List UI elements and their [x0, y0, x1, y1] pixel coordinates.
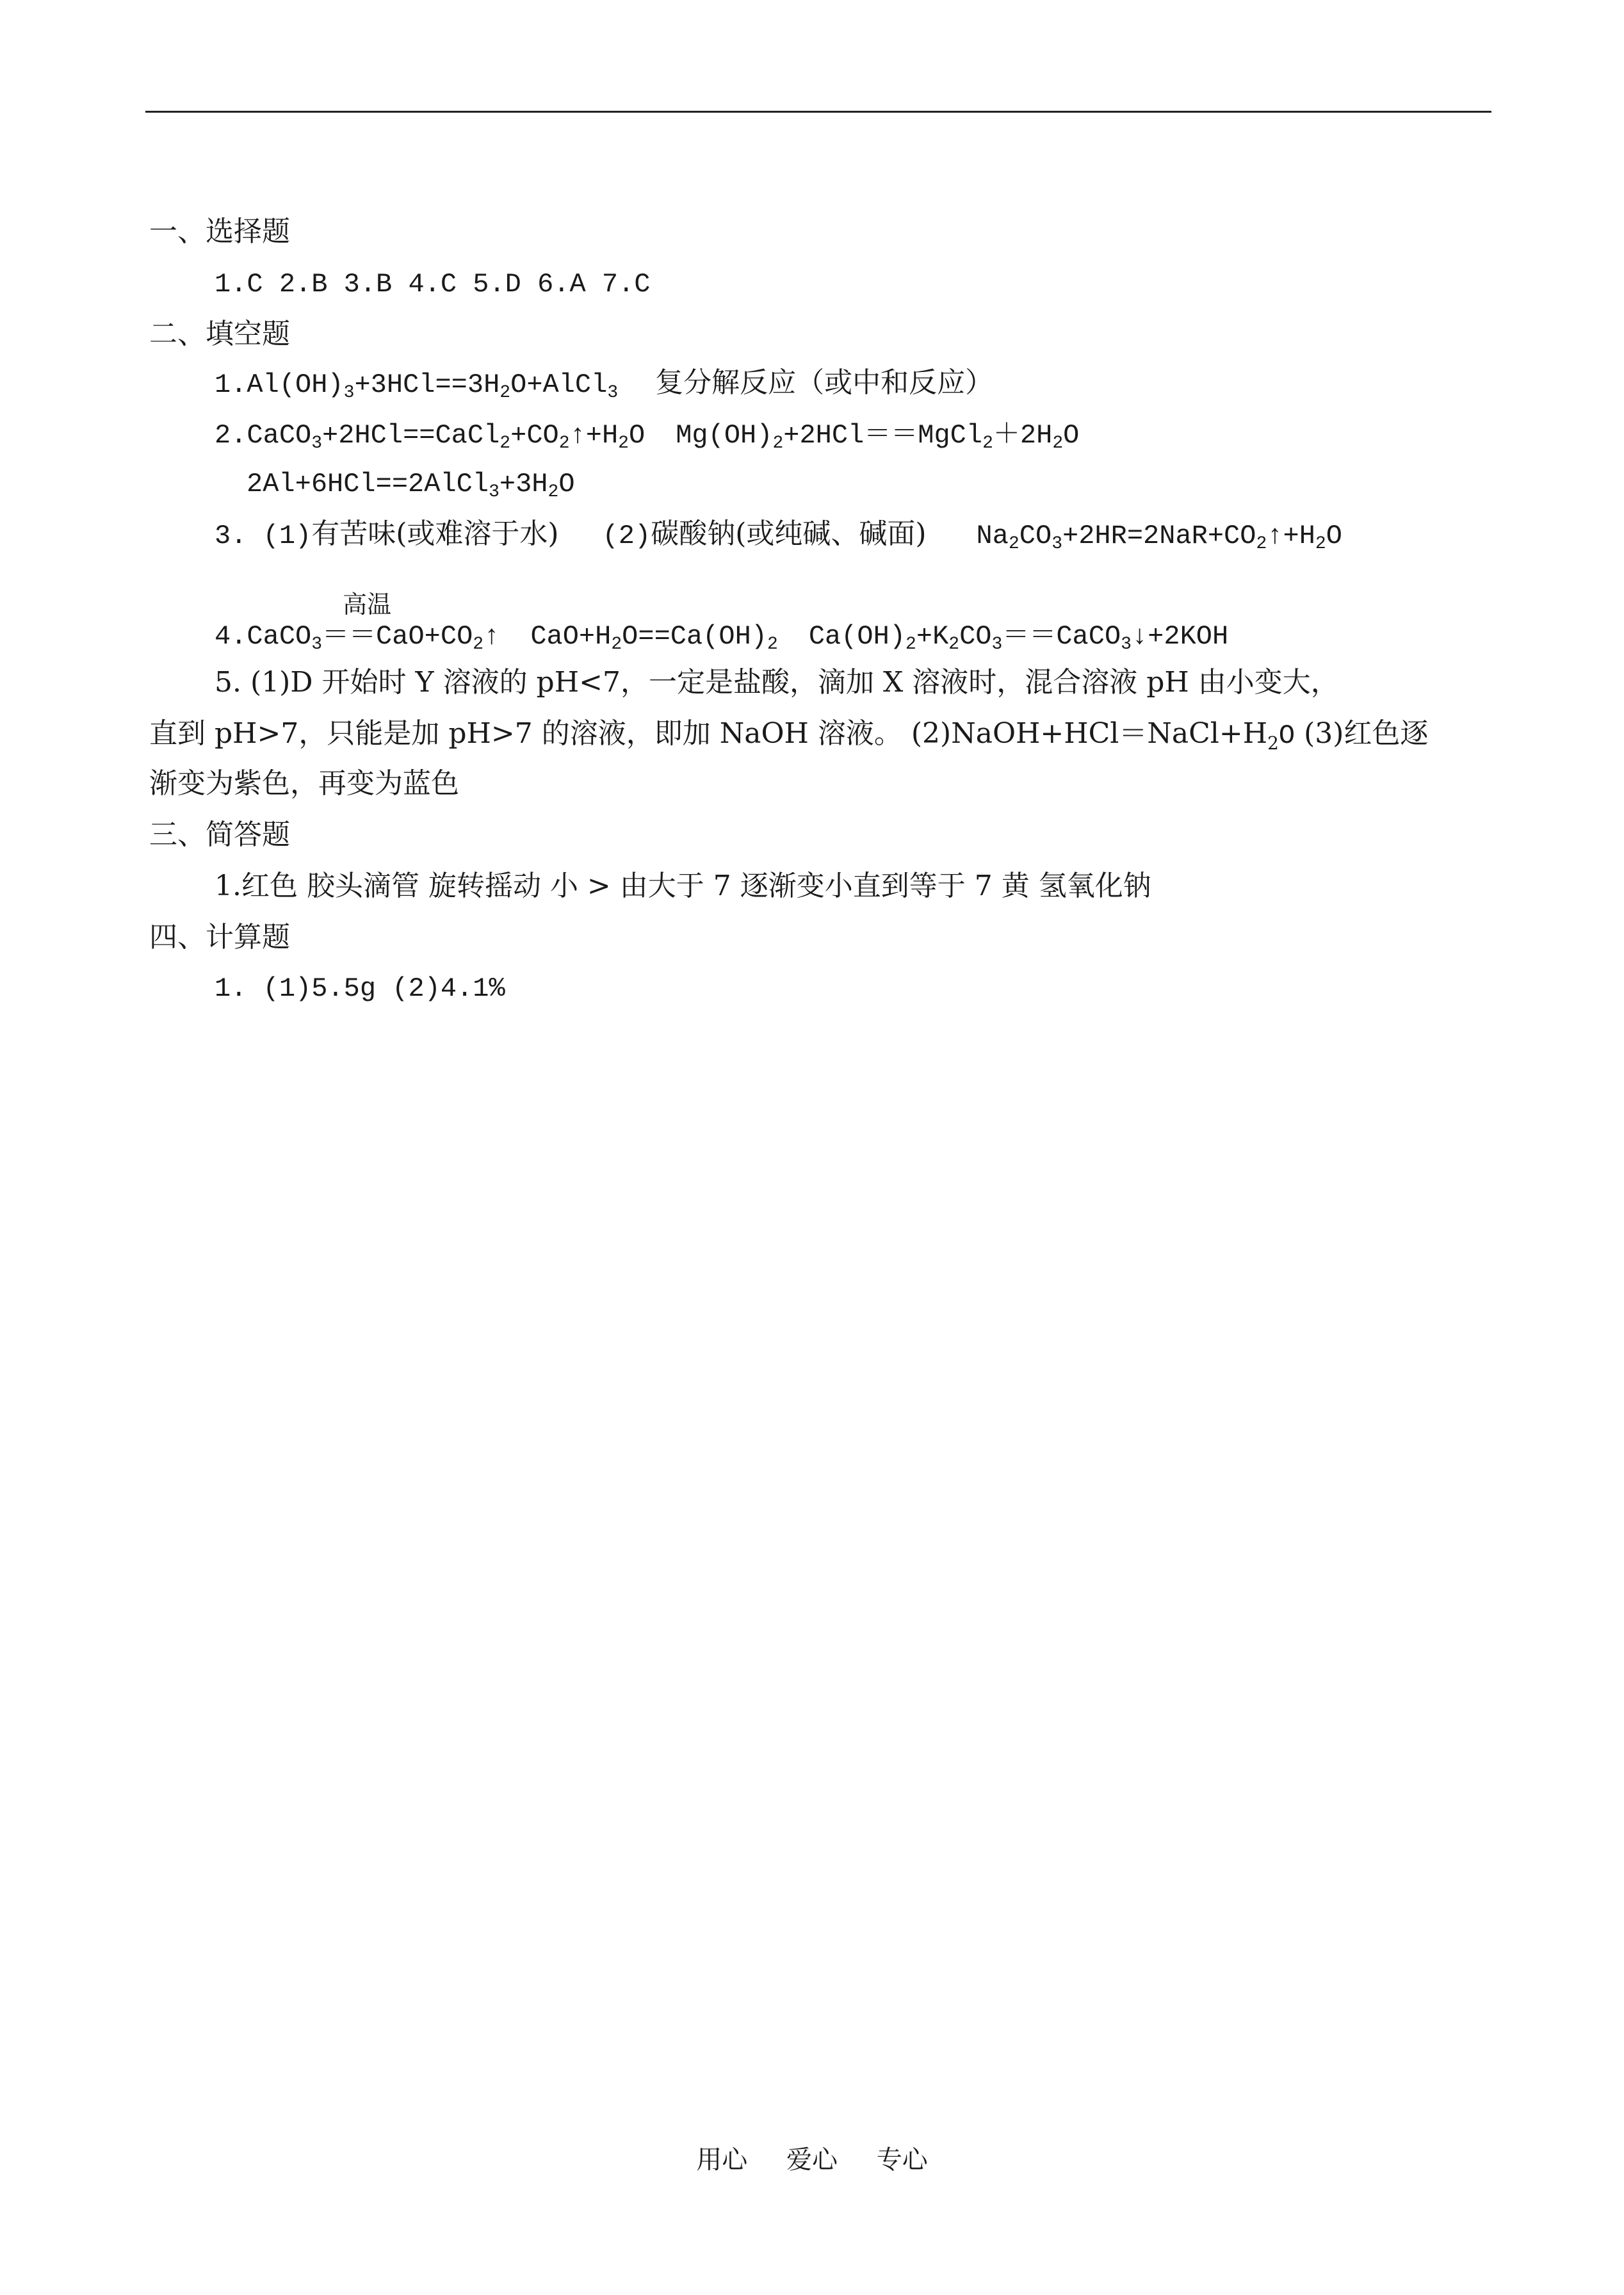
fill-1-reaction-type: 复分解反应（或中和反应） [655, 366, 994, 399]
fill-3-equation: $Na_2CO_3+2HR=2NaR+CO_2↑+H_2O$ [976, 521, 1342, 554]
calc-answers: 1. (1)5.5g (2)4.1% [215, 973, 505, 1004]
section-heading-choice: 一、选择题 [149, 215, 290, 248]
section-heading-short: 三、简答题 [149, 818, 290, 851]
short-answers: 1.红色 胶头滴管 旋转摇动 小 > 由大于 7 逐渐变小直到等于 7 黄 氢氧化钠 [215, 870, 1151, 902]
fill-3-part2: 碳酸钠(或纯碱、碱面) [651, 517, 927, 550]
fill-answer-5-line2: 直到 pH>7，只能是加 pH>7 的溶液，即加 NaOH 溶液。 $(2)NaOH+HCl=NaCl+H_2O$ (3)红色逐 [149, 717, 1429, 754]
fill-1-equation: $1.Al(OH)_3+3HCl==3H_2O+AlCl_3$ [215, 369, 619, 403]
fill-answer-2-cont: $2Al+6HCl==2AlCl_3+3H_2O$ [247, 469, 575, 502]
fill-answer-5-line1: 5. (1)D 开始时 Y 溶液的 pH<7，一定是盐酸，滴加 X 溶液时，混合溶液 pH 由小变大， [215, 666, 1339, 699]
choice-answers: 1.C 2.B 3.B 4.C 5.D 6.A 7.C [215, 269, 651, 300]
fill-answer-4: $4.CaCO_3==CaO+CO_2↑$ $CaO+H_2O==Ca(OH)_2$ $Ca(OH)_2+K_2CO_3==CaCO_3↓+2KOH$ [215, 621, 1229, 654]
section-heading-calc: 四、计算题 [149, 921, 290, 953]
fill-answer-1 [215, 365, 993, 403]
fill-answer-2: $2.CaCO_3+2HCl==CaCl_2+CO_2↑+H_2O$ $Mg(OH)_2+2HCl==MgCl_2+2H_2O$ [215, 420, 1080, 453]
page-footer [0, 2144, 1624, 2176]
footer-text-left: 用心 [696, 2145, 748, 2175]
header-rule [145, 111, 1491, 113]
fill-5-line2-main: 直到 pH>7，只能是加 pH>7 的溶液，即加 NaOH 溶液。 (2)NaOH+HCl＝NaCl+H [149, 717, 1268, 750]
fill-4-condition: 高温 [343, 590, 392, 619]
fill-5-line2-tail: (3)红色逐 [1295, 717, 1429, 750]
footer-text-middle: 爱心 [786, 2145, 838, 2175]
section-heading-fill: 二、填空题 [149, 318, 290, 350]
fill-3-part1: 有苦味(或难溶于水) [311, 517, 559, 550]
fill-answer-3: 3. (1)有苦味(或难溶于水) (2)碳酸钠(或纯碱、碱面) $Na_2CO_3+2HR=2NaR+CO_2↑+H_2O$ [215, 517, 1342, 554]
fill-answer-5-line3: 渐变为紫色，再变为蓝色 [149, 767, 459, 800]
footer-text-right: 专心 [876, 2145, 928, 2175]
